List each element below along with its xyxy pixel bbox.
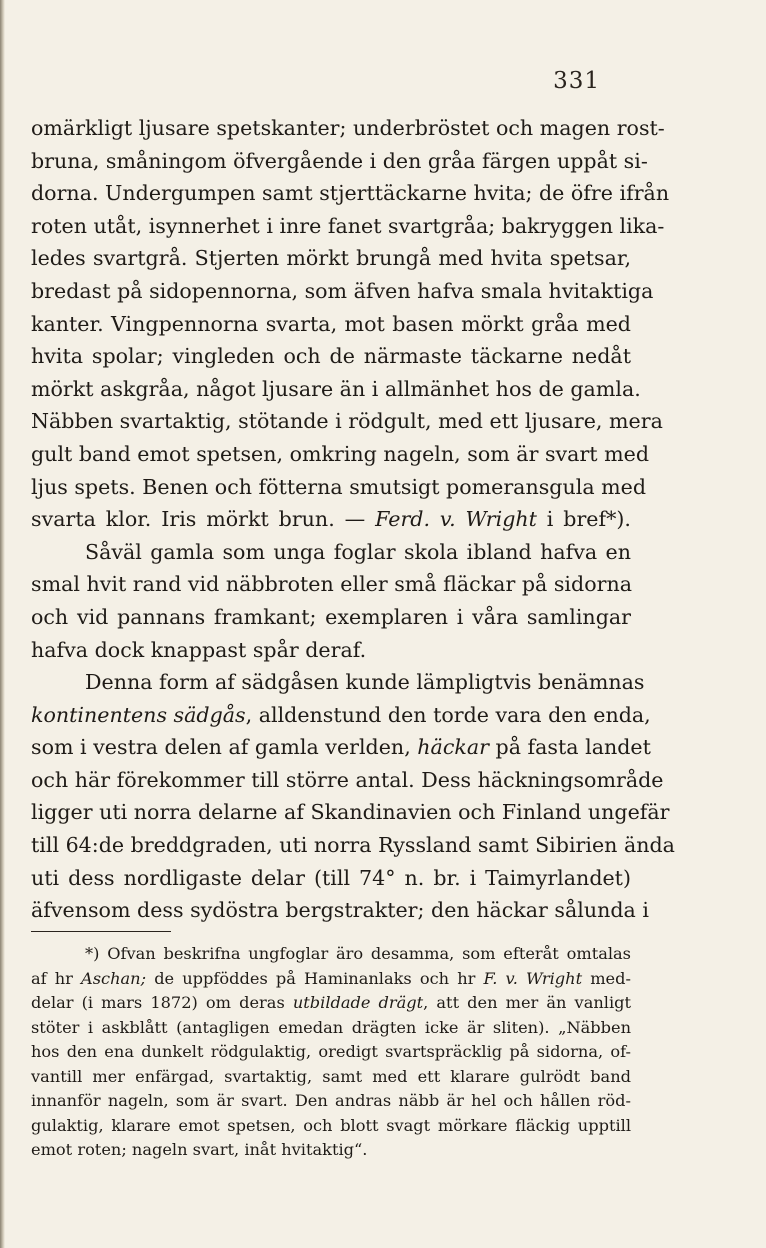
species-name: kontinentens sädgås [31,702,246,727]
body-line: kontinentens sädgås, alldenstund den torde vara den enda, [31,702,651,727]
footnote-person: F. v. Wright [483,968,583,988]
footnote-line: *) Ofvan beskrifna ungfoglar äro desamma, som efteråt omtalas [85,944,631,963]
emphasis-word: häckar [417,735,489,760]
footnote-line: delar (i mars 1872) om deras utbildade drägt, att den mer än vanligt [31,993,631,1012]
footnote [31,942,631,1163]
footnote-line: stöter i askblått (antagligen emedan drägten icke är sliten). „Näbben [31,1017,631,1037]
body-line: dorna. Undergumpen samt stjerttäckarne hvita; de öfre ifrån [31,181,670,206]
body-line: som i vestra delen af gamla verlden, häckar på fasta landet [31,735,651,760]
body-line: hafva dock knappast spår deraf. [31,637,367,662]
body-line: ljus spets. Benen och fötterna smutsigt pomeransgula med [31,474,647,499]
body-line: hvita spolar; vingleden och de närmaste täckarne nedåt [31,344,631,369]
body-line: ledes svartgrå. Stjerten mörkt brungå med hvita spetsar, [31,246,631,271]
body-line: Näbben svartaktig, stötande i rödgult, med ett ljusare, mera [31,409,663,434]
body-line: ligger uti norra delarne af Skandinavien och Finland ungefär [31,800,670,825]
body-line: gult band emot spetsen, omkring nageln, som är svart med [31,441,650,466]
body-line: smal hvit rand vid näbbroten eller små fläckar på sidorna [31,572,632,597]
body-text [31,112,675,927]
body-line: kanter. Vingpennorna svarta, mot basen mörkt gråa med [31,311,631,336]
body-line: uti dess nordligaste delar (till 74° n. br. i Taimyrlandet) [31,865,631,890]
footnote-person: Aschan; [81,968,147,988]
body-line: och vid pannans framkant; exemplaren i våra samlingar [31,604,631,629]
page-edge-shadow [0,0,5,1248]
footnote-line: vantill mer enfärgad, svartaktig, samt med ett klarare gulrödt band [31,1066,631,1086]
footnote-divider [31,931,171,932]
author-name: Ferd. v. Wright [375,507,537,532]
body-line: bredast på sidopennorna, som äfven hafva smala hvitaktiga [31,278,654,303]
body-line: Såväl gamla som unga foglar skola ibland hafva en [85,539,631,564]
body-line: svarta klor. Iris mörkt brun. — Ferd. v. Wright i bref*). [31,507,631,532]
body-line: mörkt askgråa, något ljusare än i allmänhet hos de gamla. [31,376,641,401]
footnote-line: gulaktig, klarare emot spetsen, och blott svagt mörkare fläckig upptill [31,1115,631,1135]
body-line: äfvensom dess sydöstra bergstrakter; den häckar sålunda i [31,898,649,923]
body-line: bruna, småningom öfvergående i den gråa färgen uppåt si- [31,148,648,173]
page-number: 331 [553,68,600,94]
body-line: och här förekommer till större antal. Dess häckningsområde [31,767,664,792]
body-line: roten utåt, isynnerhet i inre fanet svartgråa; bakryggen lika- [31,213,665,238]
body-line: till 64:de breddgraden, uti norra Ryssland samt Sibirien ända [31,833,675,858]
body-line: Denna form af sädgåsen kunde lämpligtvis benämnas [85,670,645,695]
footnote-line: hos den ena dunkelt rödgulaktig, oredigt svartspräcklig på sidorna, of- [31,1042,631,1061]
footnote-line: af hr Aschan; de uppföddes på Haminanlaks och hr F. v. Wright med- [31,968,631,988]
body-line: omärkligt ljusare spetskanter; underbröstet och magen rost- [31,116,665,140]
footnote-emphasis: utbildade drägt [292,993,424,1012]
footnote-line: innanför nageln, som är svart. Den andras näbb är hel och hållen röd- [31,1091,631,1110]
footnote-line: emot roten; nageln svart, inåt hvitaktig“. [31,1140,368,1159]
